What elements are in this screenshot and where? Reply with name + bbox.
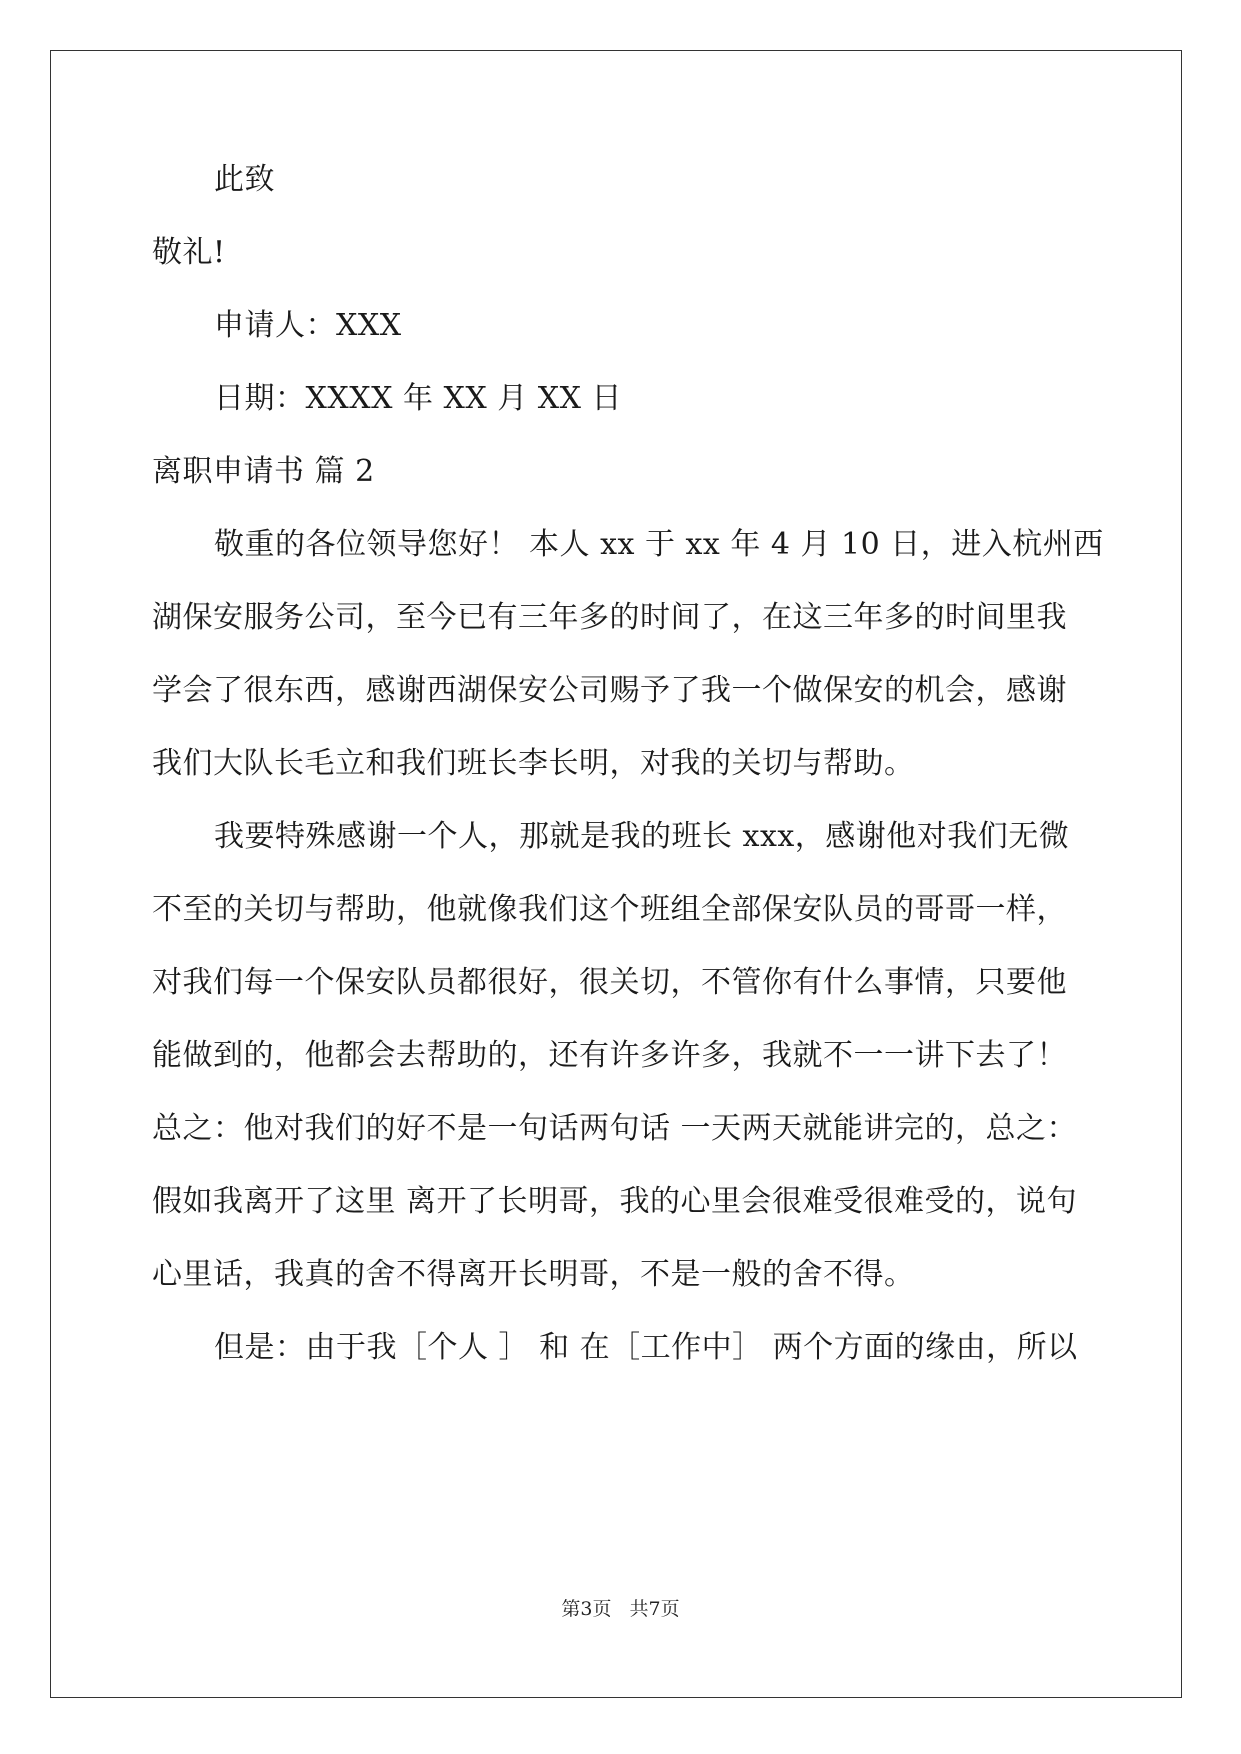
paragraph-line: 敬重的各位领导您好！ 本人 xx 于 xx 年 4 月 10 日，进入杭州西 — [214, 527, 1104, 562]
page-suffix: 页 — [592, 1598, 612, 1620]
paragraph-line: 不至的关切与帮助，他就像我们这个班组全部保安队员的哥哥一样， — [152, 892, 1067, 927]
paragraph-line: 能做到的，他都会去帮助的，还有许多许多，我就不一一讲下去了！ — [152, 1038, 1067, 1073]
paragraph-line: 总之：他对我们的好不是一句话两句话 一天两天就能讲完的，总之： — [152, 1111, 1078, 1146]
section-title: 离职申请书 篇 2 — [152, 454, 375, 489]
total-pages: 7 — [648, 1598, 661, 1620]
paragraph-line: 对我们每一个保安队员都很好，很关切，不管你有什么事情，只要他 — [152, 965, 1067, 1000]
page-border — [50, 50, 1182, 1698]
date-line: 日期：XXXX 年 XX 月 XX 日 — [214, 381, 623, 416]
paragraph-line: 我要特殊感谢一个人，那就是我的班长 xxx，感谢他对我们无微 — [214, 819, 1070, 854]
closing-cizhi: 此致 — [214, 162, 275, 197]
paragraph-line: 学会了很东西，感谢西湖保安公司赐予了我一个做保安的机会，感谢 — [152, 673, 1067, 708]
page-prefix: 第 — [561, 1598, 581, 1620]
applicant-line: 申请人：XXX — [214, 308, 402, 343]
paragraph-line: 但是：由于我［个人 ］ 和 在［工作中］ 两个方面的缘由，所以 — [214, 1330, 1078, 1365]
paragraph-line: 我们大队长毛立和我们班长李长明，对我的关切与帮助。 — [152, 746, 915, 781]
total-prefix: 共 — [629, 1598, 649, 1620]
page-number: 3 — [580, 1598, 593, 1620]
paragraph-line: 湖保安服务公司，至今已有三年多的时间了，在这三年多的时间里我 — [152, 600, 1067, 635]
closing-jingli: 敬礼! — [152, 235, 226, 270]
total-suffix: 页 — [660, 1598, 680, 1620]
page-footer — [0, 1594, 1241, 1621]
paragraph-line: 心里话，我真的舍不得离开长明哥，不是一般的舍不得。 — [152, 1257, 915, 1292]
paragraph-line: 假如我离开了这里 离开了长明哥，我的心里会很难受很难受的，说句 — [152, 1184, 1078, 1219]
